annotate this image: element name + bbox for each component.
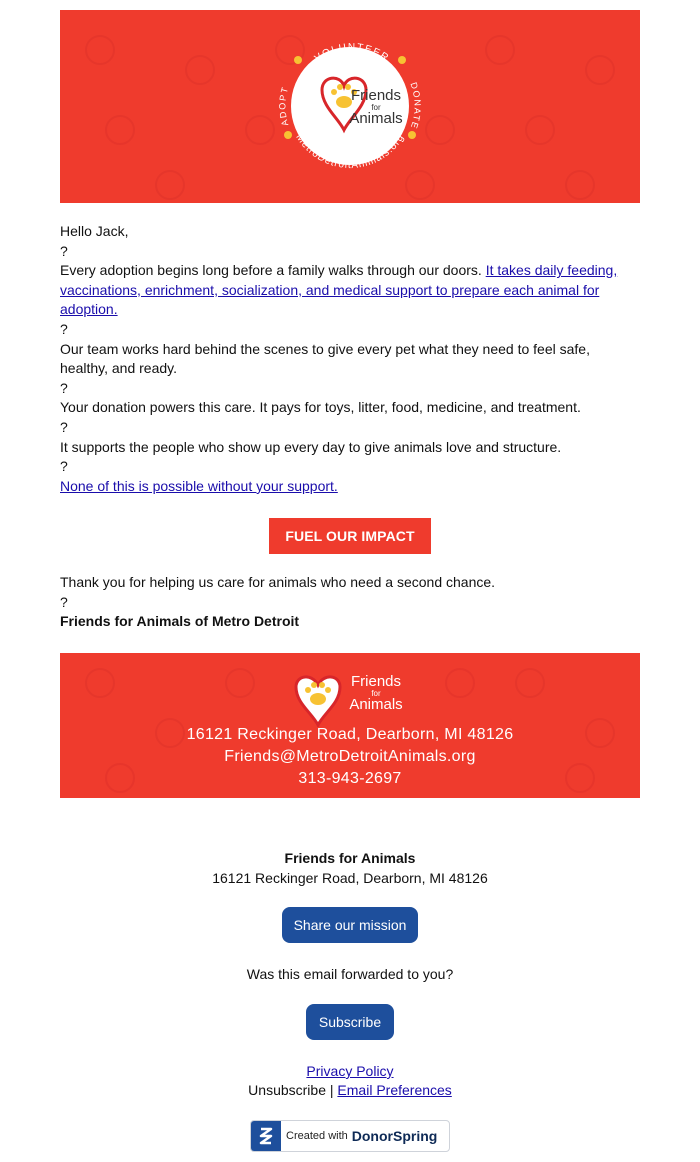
privacy-policy-link[interactable]: Privacy Policy — [306, 1063, 394, 1079]
separator: ? — [60, 418, 68, 435]
heart-paw-icon — [296, 677, 340, 725]
thank-you-text: Thank you for helping us care for animals who need a second chance. — [60, 574, 496, 590]
paragraph-adoption — [60, 261, 640, 320]
separator: ? — [60, 593, 68, 610]
message-body — [60, 222, 640, 496]
arc-text-adopt: ADOPT — [277, 84, 291, 128]
footer-logo — [60, 663, 640, 727]
email-preferences-link[interactable]: Email Preferences — [337, 1082, 452, 1098]
unsubscribe-label: Unsubscribe — [248, 1082, 326, 1098]
logo-word-for: for — [371, 689, 381, 698]
separator: ? — [60, 379, 68, 396]
greeting: Hello Jack, — [60, 223, 129, 239]
arc-text-website: MetroDetroitAnimals.org — [293, 132, 407, 172]
logo-word-friends: Friends — [350, 87, 402, 104]
forwarded-question: Was this email forwarded to you? — [246, 966, 454, 982]
org-address: 16121 Reckinger Road, Dearborn, MI 48126 — [212, 870, 488, 886]
footer-address: 16121 Reckinger Road, Dearborn, MI 48126 — [186, 726, 514, 743]
logo-word-for: for — [371, 103, 381, 112]
closing — [60, 573, 640, 632]
paragraph-support — [60, 477, 640, 497]
logo-word-animals: Animals — [349, 110, 403, 127]
paragraph-team: Our team works hard behind the scenes to give every pet what they need to feel safe, healthy, and ready. — [60, 340, 590, 377]
unsubscribe-row — [0, 1080, 700, 1100]
logo-word-animals: Animals — [349, 696, 403, 713]
donorspring-logo-icon — [251, 1121, 281, 1151]
badge-prefix: Created with — [286, 1130, 348, 1142]
paragraph-people: It supports the people who show up every day to give animals love and structure. — [60, 438, 562, 455]
separator: ? — [60, 320, 68, 337]
header-banner — [60, 10, 640, 203]
badge-brand: DonorSpring — [351, 1128, 438, 1144]
logo-word-friends: Friends — [350, 673, 402, 690]
share-mission-button[interactable]: Share our mission — [282, 907, 418, 943]
paragraph-adoption-text: Every adoption begins long before a family walks through our doors. — [60, 262, 486, 279]
footer-phone: 313-943-2697 — [298, 770, 402, 787]
svg-text:DONATE — [408, 81, 422, 131]
svg-text:ADOPT — [277, 85, 290, 127]
pipe-divider: | — [326, 1082, 338, 1098]
paragraph-donation: Your donation powers this care. It pays for toys, litter, food, medicine, and treatment. — [60, 399, 581, 416]
arc-text-volunteer: VOLUNTEER — [312, 41, 392, 65]
separator: ? — [60, 458, 68, 475]
arc-text-donate: DONATE — [408, 81, 423, 131]
org-name: Friends for Animals — [284, 850, 416, 866]
privacy-row — [0, 1061, 700, 1081]
footer-banner — [60, 653, 640, 798]
support-link[interactable]: None of this is possible without your support. — [60, 477, 338, 494]
logo-circle — [60, 10, 640, 203]
footer-email: Friends@MetroDetroitAnimals.org — [224, 748, 476, 765]
subscribe-button[interactable]: Subscribe — [306, 1004, 394, 1040]
adoption-care-link[interactable]: It takes daily feeding, vaccinations, enrichment, socialization, and medical support to prepare each animal for adoption. — [60, 262, 618, 318]
donorspring-badge[interactable] — [250, 1120, 450, 1152]
spring-icon — [257, 1125, 275, 1147]
separator: ? — [60, 242, 68, 259]
signature: Friends for Animals of Metro Detroit — [60, 613, 300, 630]
fuel-our-impact-button[interactable]: FUEL OUR IMPACT — [269, 518, 431, 554]
